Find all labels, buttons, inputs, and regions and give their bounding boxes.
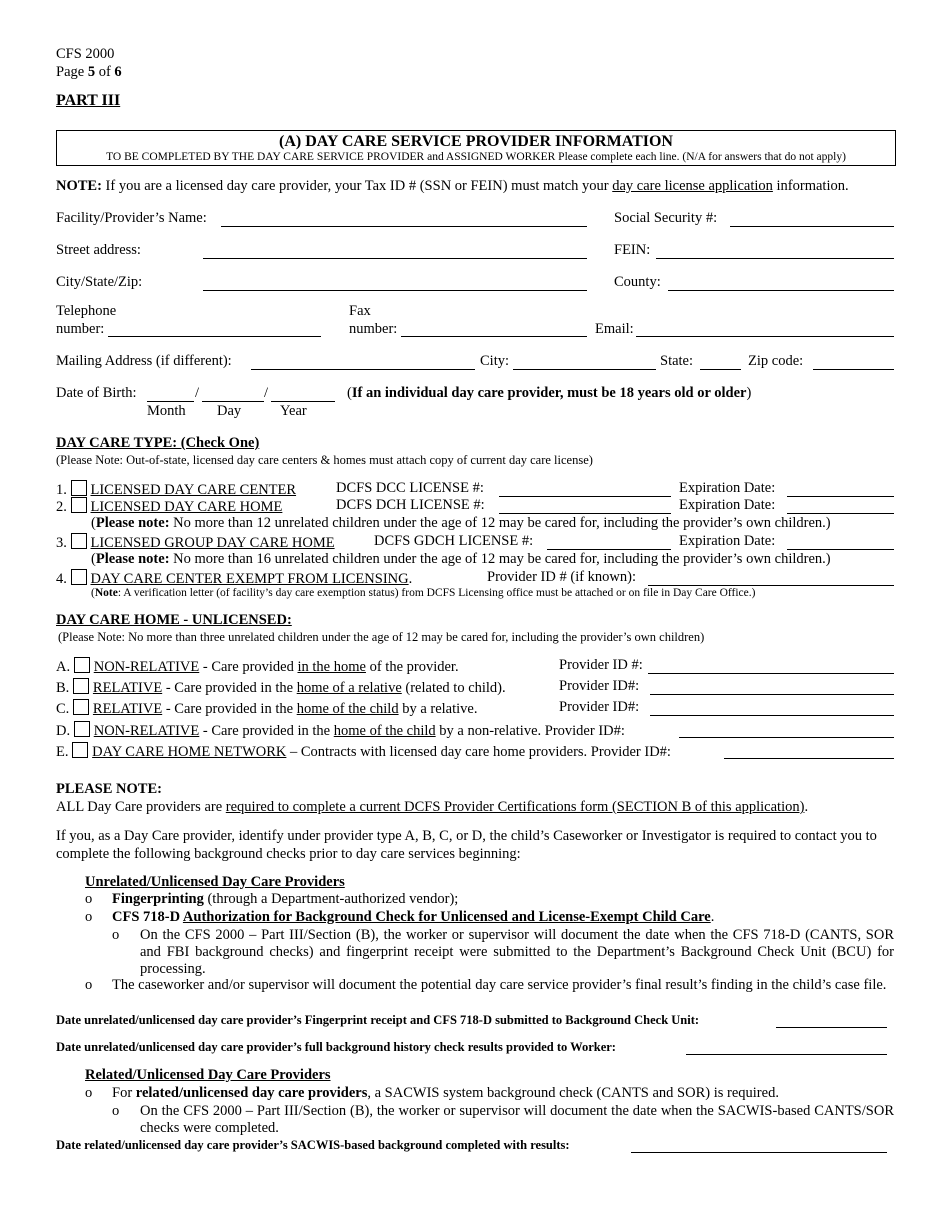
unlicensed-b-checkbox[interactable] — [73, 678, 89, 694]
dob-month-field[interactable] — [147, 387, 194, 402]
section-a-subtitle: TO BE COMPLETED BY THE DAY CARE SERVICE PROVIDER and ASSIGNED WORKER Please complete each line. (N/A for answers that do not apply) — [106, 151, 846, 163]
unlicensed-b-letter: B. — [56, 680, 70, 696]
page-num: 5 — [87, 64, 96, 80]
type-4-note-label: Note — [94, 587, 118, 599]
background-check-paragraph: If you, as a Day Care provider, identify under provider type A, B, C, or D, the child’s Caseworker or Investigator is required to contact you to complete the following background checks prior to day care services beginning: — [56, 828, 877, 862]
type-3-license-field[interactable] — [547, 535, 671, 550]
unlicensed-c-link: home of the child — [296, 701, 399, 717]
unrelated-heading: Unrelated/Unlicensed Day Care Providers — [85, 874, 345, 890]
type-2-exp-field[interactable] — [787, 499, 894, 514]
date-1-field[interactable] — [776, 1013, 887, 1028]
please-note-line — [56, 799, 808, 816]
unlicensed-b-text-2: (related to child). — [401, 680, 506, 696]
type-2-note-label: Please note: — [95, 515, 170, 531]
type-4-provider-label: Provider ID # (if known): — [487, 569, 637, 585]
street-field[interactable] — [203, 244, 587, 259]
unlicensed-c-type: RELATIVE — [92, 701, 163, 717]
type-4-checkbox[interactable] — [71, 569, 87, 585]
fax-field[interactable] — [401, 322, 587, 337]
unlicensed-heading: DAY CARE HOME - UNLICENSED: — [56, 612, 292, 628]
day-label: Day — [217, 403, 242, 419]
unrelated-bullet-1-marker: o — [85, 891, 93, 907]
unrelated-bullet-3-marker: o — [85, 977, 93, 993]
email-field[interactable] — [636, 322, 894, 337]
part-title: PART III — [56, 92, 121, 109]
ssn-field[interactable] — [730, 212, 894, 227]
note-link: day care license application — [612, 178, 773, 194]
related-sub-1-marker: o — [112, 1103, 120, 1119]
telephone-field[interactable] — [108, 322, 321, 337]
form-id: CFS 2000 — [56, 46, 115, 62]
unlicensed-b-pid-field[interactable] — [650, 680, 894, 695]
type-3-note-label: Please note: — [95, 551, 170, 567]
day-care-type-note: (Please Note: Out-of-state, licensed day care centers & homes must attach copy of current day care license) — [56, 453, 593, 467]
county-field[interactable] — [668, 276, 894, 291]
unrelated-sub-1-marker: o — [112, 927, 120, 943]
unlicensed-d-text-1: - Care provided in the — [199, 723, 334, 739]
type-1-license-field[interactable] — [499, 482, 671, 497]
type-2-checkbox[interactable] — [71, 497, 87, 513]
section-a-title: (A) DAY CARE SERVICE PROVIDER INFORMATION — [279, 133, 673, 150]
unrelated-b2-link: Authorization for Background Check for Unlicensed and License-Exempt Child Care — [182, 909, 711, 925]
city-field[interactable] — [513, 355, 656, 370]
unrelated-b1-text: (through a Department-authorized vendor); — [203, 891, 459, 907]
date-2-label: Date unrelated/unlicensed day care provider’s full background history check results provided to Worker: — [56, 1040, 616, 1054]
day-care-type-heading: DAY CARE TYPE: (Check One) — [56, 435, 260, 451]
date-3-label: Date related/unlicensed day care provider’s SACWIS-based background completed with results: — [56, 1138, 570, 1152]
street-label: Street address: — [56, 242, 141, 258]
unrelated-b2-bold: CFS 718-D — [112, 909, 183, 925]
city-label: City: — [480, 353, 510, 369]
unlicensed-c-text-1: - Care provided in the — [162, 701, 297, 717]
date-2-field[interactable] — [686, 1040, 887, 1055]
type-4-num: 4. — [56, 571, 67, 587]
type-2-note: (Please note: No more than 12 unrelated children under the age of 12 may be cared for, including the provider’s own children.) — [91, 515, 831, 531]
type-3-exp-label: Expiration Date: — [679, 533, 776, 549]
unlicensed-a-pid-field[interactable] — [648, 659, 894, 674]
type-3-license-label: DCFS GDCH LICENSE #: — [374, 533, 534, 549]
unlicensed-e-row — [56, 742, 671, 761]
type-1-label: LICENSED DAY CARE CENTER — [90, 482, 297, 498]
unlicensed-a-text-1: - Care provided — [199, 659, 298, 675]
related-heading: Related/Unlicensed Day Care Providers — [85, 1067, 331, 1083]
telephone-number-label: number: — [56, 321, 105, 337]
note-text-2: information. — [772, 178, 849, 194]
fein-label: FEIN: — [614, 242, 651, 258]
unlicensed-c-row — [56, 699, 478, 718]
type-1-num: 1. — [56, 482, 67, 498]
unlicensed-d-checkbox[interactable] — [74, 721, 90, 737]
fax-label: Fax — [349, 303, 371, 319]
please-note-text-2: . — [804, 799, 809, 815]
related-bullet-1-marker: o — [85, 1085, 93, 1101]
unlicensed-d-text-2: by a non-relative. Provider ID#: — [435, 723, 625, 739]
type-3-checkbox[interactable] — [71, 533, 87, 549]
type-4-note-text: : A verification letter (of facility’s day care exemption status) from DCFS Licensing office must be attached or on file in Day Care Office.) — [117, 587, 756, 599]
fein-field[interactable] — [656, 244, 894, 259]
unlicensed-c-pid-label: Provider ID#: — [559, 699, 640, 715]
page-number — [56, 64, 122, 81]
unlicensed-c-pid-field[interactable] — [650, 701, 894, 716]
type-2-row — [56, 497, 282, 516]
type-1-exp-label: Expiration Date: — [679, 480, 776, 496]
type-2-license-label: DCFS DCH LICENSE #: — [336, 497, 485, 513]
unrelated-b2-end: . — [710, 909, 715, 925]
year-label: Year — [280, 403, 307, 419]
facility-name-field[interactable] — [221, 212, 587, 227]
unlicensed-e-type: DAY CARE HOME NETWORK — [92, 744, 287, 760]
type-2-note-text: No more than 12 unrelated children under the age of 12 may be cared for, including the provider’s own children.) — [169, 515, 831, 531]
type-1-checkbox[interactable] — [71, 480, 87, 496]
unrelated-bullet-3: The caseworker and/or supervisor will document the potential day care service provider’s final result’s finding in the child’s case file. — [112, 977, 887, 993]
tax-id-note — [56, 178, 849, 195]
type-4-row: 4. DAY CARE CENTER EXEMPT FROM LICENSING. — [56, 571, 413, 587]
unlicensed-e-checkbox[interactable] — [72, 742, 88, 758]
month-label: Month — [147, 403, 186, 419]
email-label: Email: — [595, 321, 634, 337]
type-2-num: 2. — [56, 499, 67, 515]
unlicensed-a-letter: A. — [56, 659, 71, 675]
mailing-field[interactable] — [251, 355, 475, 370]
unlicensed-e-letter: E. — [56, 744, 69, 760]
mailing-label: Mailing Address (if different): — [56, 353, 232, 369]
unlicensed-d-row — [56, 721, 625, 740]
related-bullet-1 — [112, 1085, 779, 1102]
zip-field[interactable] — [813, 355, 894, 370]
type-1-license-label: DCFS DCC LICENSE #: — [336, 480, 484, 496]
unlicensed-d-type: NON-RELATIVE — [93, 723, 200, 739]
telephone-label: Telephone — [56, 303, 117, 319]
unlicensed-a-link: in the home — [297, 659, 366, 675]
zip-label: Zip code: — [748, 353, 804, 369]
unlicensed-d-link: home of the child — [333, 723, 436, 739]
related-sub-1: On the CFS 2000 – Part III/Section (B), the worker or supervisor will document the date when the SACWIS-based CANTS/SOR checks were completed. — [140, 1103, 894, 1136]
type-4-note: (Note: A verification letter (of facility’s day care exemption status) from DCFS Licensing office must be attached or on file in Day Care Office.) — [91, 587, 756, 599]
type-2-license-field[interactable] — [499, 499, 671, 514]
state-label: State: — [660, 353, 694, 369]
related-b1-end: , a SACWIS system background check (CANTS and SOR) is required. — [367, 1085, 779, 1101]
unlicensed-b-type: RELATIVE — [92, 680, 163, 696]
dob-year-field[interactable] — [271, 387, 335, 402]
unrelated-bullet-2-marker: o — [85, 909, 93, 925]
unlicensed-d-letter: D. — [56, 723, 71, 739]
unrelated-sub-1: On the CFS 2000 – Part III/Section (B), the worker or supervisor will document the date when the CFS 718-D (CANTS, SOR and FBI background checks) and fingerprint receipt were submitted to the Department’s Background Check Unit (BCU) for processing. — [140, 927, 894, 977]
unlicensed-b-pid-label: Provider ID#: — [559, 678, 640, 694]
note-label: NOTE: — [56, 178, 102, 194]
page-word: Page — [56, 64, 85, 80]
type-3-row — [56, 533, 335, 552]
type-3-exp-field[interactable] — [787, 535, 894, 550]
unlicensed-c-checkbox[interactable] — [73, 699, 89, 715]
type-1-exp-field[interactable] — [787, 482, 894, 497]
unlicensed-a-type: NON-RELATIVE — [93, 659, 200, 675]
county-label: County: — [614, 274, 661, 290]
please-note-text-1: ALL Day Care providers are — [56, 799, 226, 815]
unlicensed-note: (Please Note: No more than three unrelated children under the age of 12 may be cared for, including the provider’s own children) — [58, 630, 705, 644]
date-1-label: Date unrelated/unlicensed day care provider’s Fingerprint receipt and CFS 718-D submitted to Background Check Unit: — [56, 1013, 700, 1027]
unlicensed-e-text-1: – Contracts with licensed day care home providers. Provider ID#: — [286, 744, 671, 760]
type-2-exp-label: Expiration Date: — [679, 497, 776, 513]
type-4-label: DAY CARE CENTER EXEMPT FROM LICENSING — [90, 571, 409, 587]
type-3-note: (Please note: No more than 16 unrelated children under the age of 12 may be cared for, including the provider’s own children.) — [91, 551, 831, 567]
ssn-label: Social Security #: — [614, 210, 718, 226]
type-3-num: 3. — [56, 535, 67, 551]
unlicensed-b-row — [56, 678, 506, 697]
please-note-link: required to complete a current DCFS Provider Certifications form (SECTION B of this application) — [225, 799, 805, 815]
note-text-1: If you are a licensed day care provider, your Tax ID # (SSN or FEIN) must match your — [101, 178, 613, 194]
unlicensed-c-letter: C. — [56, 701, 70, 717]
unlicensed-b-text-1: - Care provided in the — [162, 680, 297, 696]
unlicensed-e-pid-field[interactable] — [724, 744, 894, 759]
related-b1-start: For — [112, 1085, 136, 1101]
unrelated-bullet-1 — [112, 891, 458, 908]
city-state-zip-label: City/State/Zip: — [56, 274, 143, 290]
date-3-field[interactable] — [631, 1138, 887, 1153]
type-3-note-text: No more than 16 unrelated children under the age of 12 may be cared for, including the provider’s own children.) — [169, 551, 831, 567]
unlicensed-c-text-2: by a relative. — [398, 701, 478, 717]
page-total: 6 — [114, 64, 122, 80]
page-of: of — [98, 64, 111, 80]
type-3-label: LICENSED GROUP DAY CARE HOME — [90, 535, 335, 551]
state-field[interactable] — [700, 355, 741, 370]
unlicensed-a-pid-label: Provider ID #: — [559, 657, 643, 673]
unlicensed-b-link: home of a relative — [296, 680, 402, 696]
dob-label: Date of Birth: — [56, 385, 137, 401]
dob-note-text: If an individual day care provider, must be 18 years old or older — [351, 385, 747, 401]
dob-slash-1: / — [195, 385, 200, 401]
unrelated-bullet-2 — [112, 909, 714, 926]
type-2-label: LICENSED DAY CARE HOME — [90, 499, 283, 515]
unlicensed-a-row — [56, 657, 459, 676]
dob-slash-2: / — [264, 385, 269, 401]
related-b1-bold: related/unlicensed day care providers — [135, 1085, 368, 1101]
city-state-zip-field[interactable] — [203, 276, 587, 291]
unlicensed-a-text-2: of the provider. — [365, 659, 459, 675]
please-note-heading: PLEASE NOTE: — [56, 781, 162, 797]
unlicensed-d-pid-field[interactable] — [679, 723, 894, 738]
dob-day-field[interactable] — [202, 387, 264, 402]
section-a-box — [56, 130, 896, 166]
type-4-provider-field[interactable] — [648, 571, 894, 586]
unrelated-b1-bold: Fingerprinting — [112, 891, 204, 907]
facility-name-label: Facility/Provider’s Name: — [56, 210, 207, 226]
dob-note: (If an individual day care provider, must be 18 years old or older) — [347, 385, 752, 401]
unlicensed-a-checkbox[interactable] — [74, 657, 90, 673]
fax-number-label: number: — [349, 321, 398, 337]
